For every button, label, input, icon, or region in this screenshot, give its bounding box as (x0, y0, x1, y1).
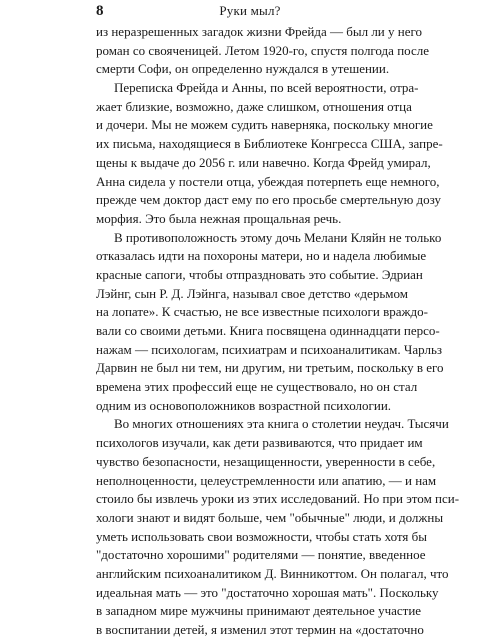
paragraph (96, 415, 460, 639)
text-line: неполноценности, целеустремленности или апатию, — и нам (96, 472, 437, 488)
text-line: идеальная мать — это "достаточно хорошая мать". Поскольку (96, 584, 439, 600)
text-line: на лопате». К счастью, не все известные психологи враждо- (96, 304, 428, 320)
text-line: из неразрешенных загадок жизни Фрейда — был ли у него (96, 24, 422, 39)
running-head: Руки мыл? (219, 3, 281, 18)
text-line: В противоположность этому дочь Мелани Кляйн не только (114, 229, 442, 245)
text-line: отказалась идти на похороны матери, но и надела любимые (96, 248, 427, 264)
text-line: жает близкие, возможно, даже слишком, отношения отца (96, 98, 412, 114)
text-line: и дочери. Мы не можем судить наверняка, поскольку многие (96, 117, 433, 133)
text-line: роман со свояченицей. Летом 1920-го, спустя полгода после (96, 42, 430, 58)
text-line: щены к выдаче до 2056 г. или навечно. Когда Фрейд умирал, (96, 154, 431, 170)
text-line: Переписка Фрейда и Анны, по всей вероятности, отра- (114, 80, 419, 96)
text-line: в воспитании детей, я изменил этот термин на «достаточно (96, 622, 424, 637)
text-line: уметь использовать свои возможности, чтобы стать хотя бы (96, 528, 428, 544)
text-line: прежде чем доктор даст ему по его просьбе смертельную дозу (96, 192, 442, 208)
paragraph (96, 229, 444, 416)
text-line: стоило бы извлечь уроки из этих исследований. Но при этом пси- (96, 491, 460, 507)
text-line: Дарвин не был ни тем, ни другим, ни третьим, поскольку в его (96, 360, 444, 376)
text-line: вали со своими детьми. Книга посвящена одиннадцати персо- (96, 323, 440, 338)
text-line: "достаточно хорошими" родителями — понятие, введенное (96, 547, 426, 563)
text-line: одним из основоположников возрастной психологии. (96, 397, 392, 413)
page-header (0, 2, 500, 22)
text-line: их письма, находящиеся в Библиотеке Конгресса США, запре- (96, 136, 443, 152)
paragraph (96, 79, 443, 229)
text-line: в западном мире мужчины принимают деятельное участие (96, 603, 422, 619)
text-line: морфия. Это была нежная прощальная речь. (96, 210, 342, 226)
text-line: красные сапоги, чтобы отпраздновать это событие. Эдриан (96, 266, 423, 282)
text-line: Анна сидела у постели отца, убеждая потерпеть еще немного, (96, 173, 440, 189)
body-text (96, 23, 460, 640)
text-line: смерти Софи, он определенно нуждался в утешении. (96, 61, 390, 77)
paragraph (96, 23, 430, 79)
text-line: нажам — психологам, психиатрам и психоаналитикам. Чарльз (96, 341, 443, 357)
text-line: Во многих отношениях эта книга о столетии неудач. Тысячи (114, 416, 449, 432)
text-line: времена этих профессий еще не существовало, но он стал (96, 379, 418, 395)
text-line: хологи знают и видят больше, чем "обычные" люди, и должны (96, 509, 444, 525)
text-line: чувство безопасности, незащищенности, уверенности в себе, (96, 453, 436, 469)
text-line: психологов изучали, как дети развиваются, что придает им (96, 435, 423, 451)
text-line: английским психоаналитиком Д. Винникоттом. Он полагал, что (96, 565, 449, 581)
text-line: Лэйнг, сын Р. Д. Лэйнга, называл свое детство «дерьмом (96, 285, 408, 301)
page-number: 8 (96, 3, 104, 19)
